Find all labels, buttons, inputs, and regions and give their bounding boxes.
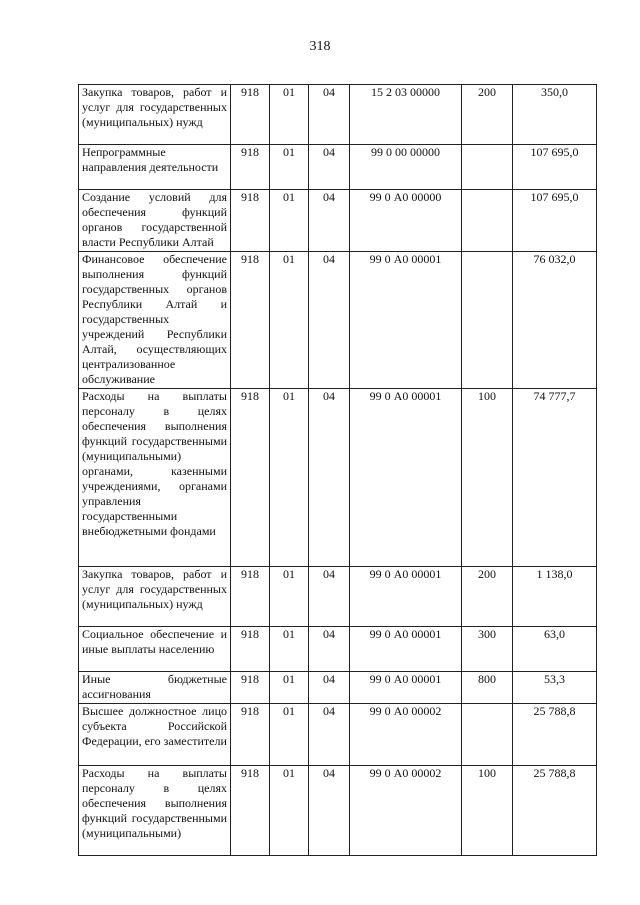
section-code: 01: [270, 766, 309, 856]
subsection-code: 04: [309, 766, 350, 856]
expense-type-code: [462, 145, 513, 190]
row-name: Иные бюджетные ассигнования: [79, 672, 231, 704]
section-code: 01: [270, 627, 309, 672]
target-code: 15 2 03 00000: [350, 85, 462, 145]
table-row: [79, 85, 597, 145]
row-name: Создание условий для обеспечения функций органов государственной власти Республики Алтай: [79, 190, 231, 252]
expense-type-code: [462, 704, 513, 766]
target-code: 99 0 00 00000: [350, 145, 462, 190]
ministry-code: 918: [231, 190, 270, 252]
target-code: 99 0 А0 00001: [350, 389, 462, 567]
ministry-code: 918: [231, 85, 270, 145]
row-name: Закупка товаров, работ и услуг для государственных (муниципальных) нужд: [79, 567, 231, 627]
table-row: [79, 672, 597, 704]
amount: 25 788,8: [513, 766, 597, 856]
section-code: 01: [270, 85, 309, 145]
table-row: [79, 190, 597, 252]
amount: 76 032,0: [513, 252, 597, 389]
row-name: Финансовое обеспечение выполнения функций государственных органов Республики Алтай и государственных учреждений Республики Алтай, осуществляющих централизованное обслуживание: [79, 252, 231, 389]
row-name: Закупка товаров, работ и услуг для государственных (муниципальных) нужд: [79, 85, 231, 145]
subsection-code: 04: [309, 567, 350, 627]
section-code: 01: [270, 389, 309, 567]
target-code: 99 0 А0 00001: [350, 672, 462, 704]
section-code: 01: [270, 190, 309, 252]
page-number: 318: [309, 39, 331, 54]
target-code: 99 0 А0 00001: [350, 252, 462, 389]
target-code: 99 0 А0 00002: [350, 766, 462, 856]
ministry-code: 918: [231, 252, 270, 389]
subsection-code: 04: [309, 190, 350, 252]
ministry-code: 918: [231, 627, 270, 672]
row-name: Непрограммные направления деятельности: [79, 145, 231, 190]
expense-type-code: 100: [462, 766, 513, 856]
subsection-code: 04: [309, 672, 350, 704]
table-row: [79, 389, 597, 567]
row-name: Социальное обеспечение и иные выплаты населению: [79, 627, 231, 672]
section-code: 01: [270, 704, 309, 766]
section-code: 01: [270, 145, 309, 190]
subsection-code: 04: [309, 85, 350, 145]
row-name: Расходы на выплаты персоналу в целях обеспечения выполнения функций государственными (муниципальными) органами, казенными учреждениями, органами управления государственными внебюджетными фондами: [79, 389, 231, 567]
amount: 107 695,0: [513, 190, 597, 252]
subsection-code: 04: [309, 145, 350, 190]
subsection-code: 04: [309, 704, 350, 766]
amount: 1 138,0: [513, 567, 597, 627]
expense-type-code: 800: [462, 672, 513, 704]
section-code: 01: [270, 567, 309, 627]
section-code: 01: [270, 252, 309, 389]
subsection-code: 04: [309, 252, 350, 389]
row-name: Расходы на выплаты персоналу в целях обеспечения выполнения функций государственными (муниципальными): [79, 766, 231, 856]
amount: 63,0: [513, 627, 597, 672]
ministry-code: 918: [231, 672, 270, 704]
expense-type-code: 300: [462, 627, 513, 672]
target-code: 99 0 А0 00000: [350, 190, 462, 252]
target-code: 99 0 А0 00001: [350, 627, 462, 672]
subsection-code: 04: [309, 389, 350, 567]
table-row: [79, 145, 597, 190]
target-code: 99 0 А0 00002: [350, 704, 462, 766]
amount: 107 695,0: [513, 145, 597, 190]
subsection-code: 04: [309, 627, 350, 672]
amount: 74 777,7: [513, 389, 597, 567]
target-code: 99 0 А0 00001: [350, 567, 462, 627]
ministry-code: 918: [231, 567, 270, 627]
expense-type-code: 100: [462, 389, 513, 567]
table-row: [79, 704, 597, 766]
expense-type-code: [462, 190, 513, 252]
ministry-code: 918: [231, 704, 270, 766]
table-row: [79, 252, 597, 389]
ministry-code: 918: [231, 145, 270, 190]
ministry-code: 918: [231, 766, 270, 856]
table-row: [79, 766, 597, 856]
amount: 53,3: [513, 672, 597, 704]
expense-type-code: 200: [462, 85, 513, 145]
section-code: 01: [270, 672, 309, 704]
row-name: Высшее должностное лицо субъекта Российской Федерации, его заместители: [79, 704, 231, 766]
ministry-code: 918: [231, 389, 270, 567]
amount: 25 788,8: [513, 704, 597, 766]
expense-type-code: [462, 252, 513, 389]
table-row: [79, 567, 597, 627]
budget-table: [78, 84, 597, 856]
amount: 350,0: [513, 85, 597, 145]
table-row: [79, 627, 597, 672]
expense-type-code: 200: [462, 567, 513, 627]
